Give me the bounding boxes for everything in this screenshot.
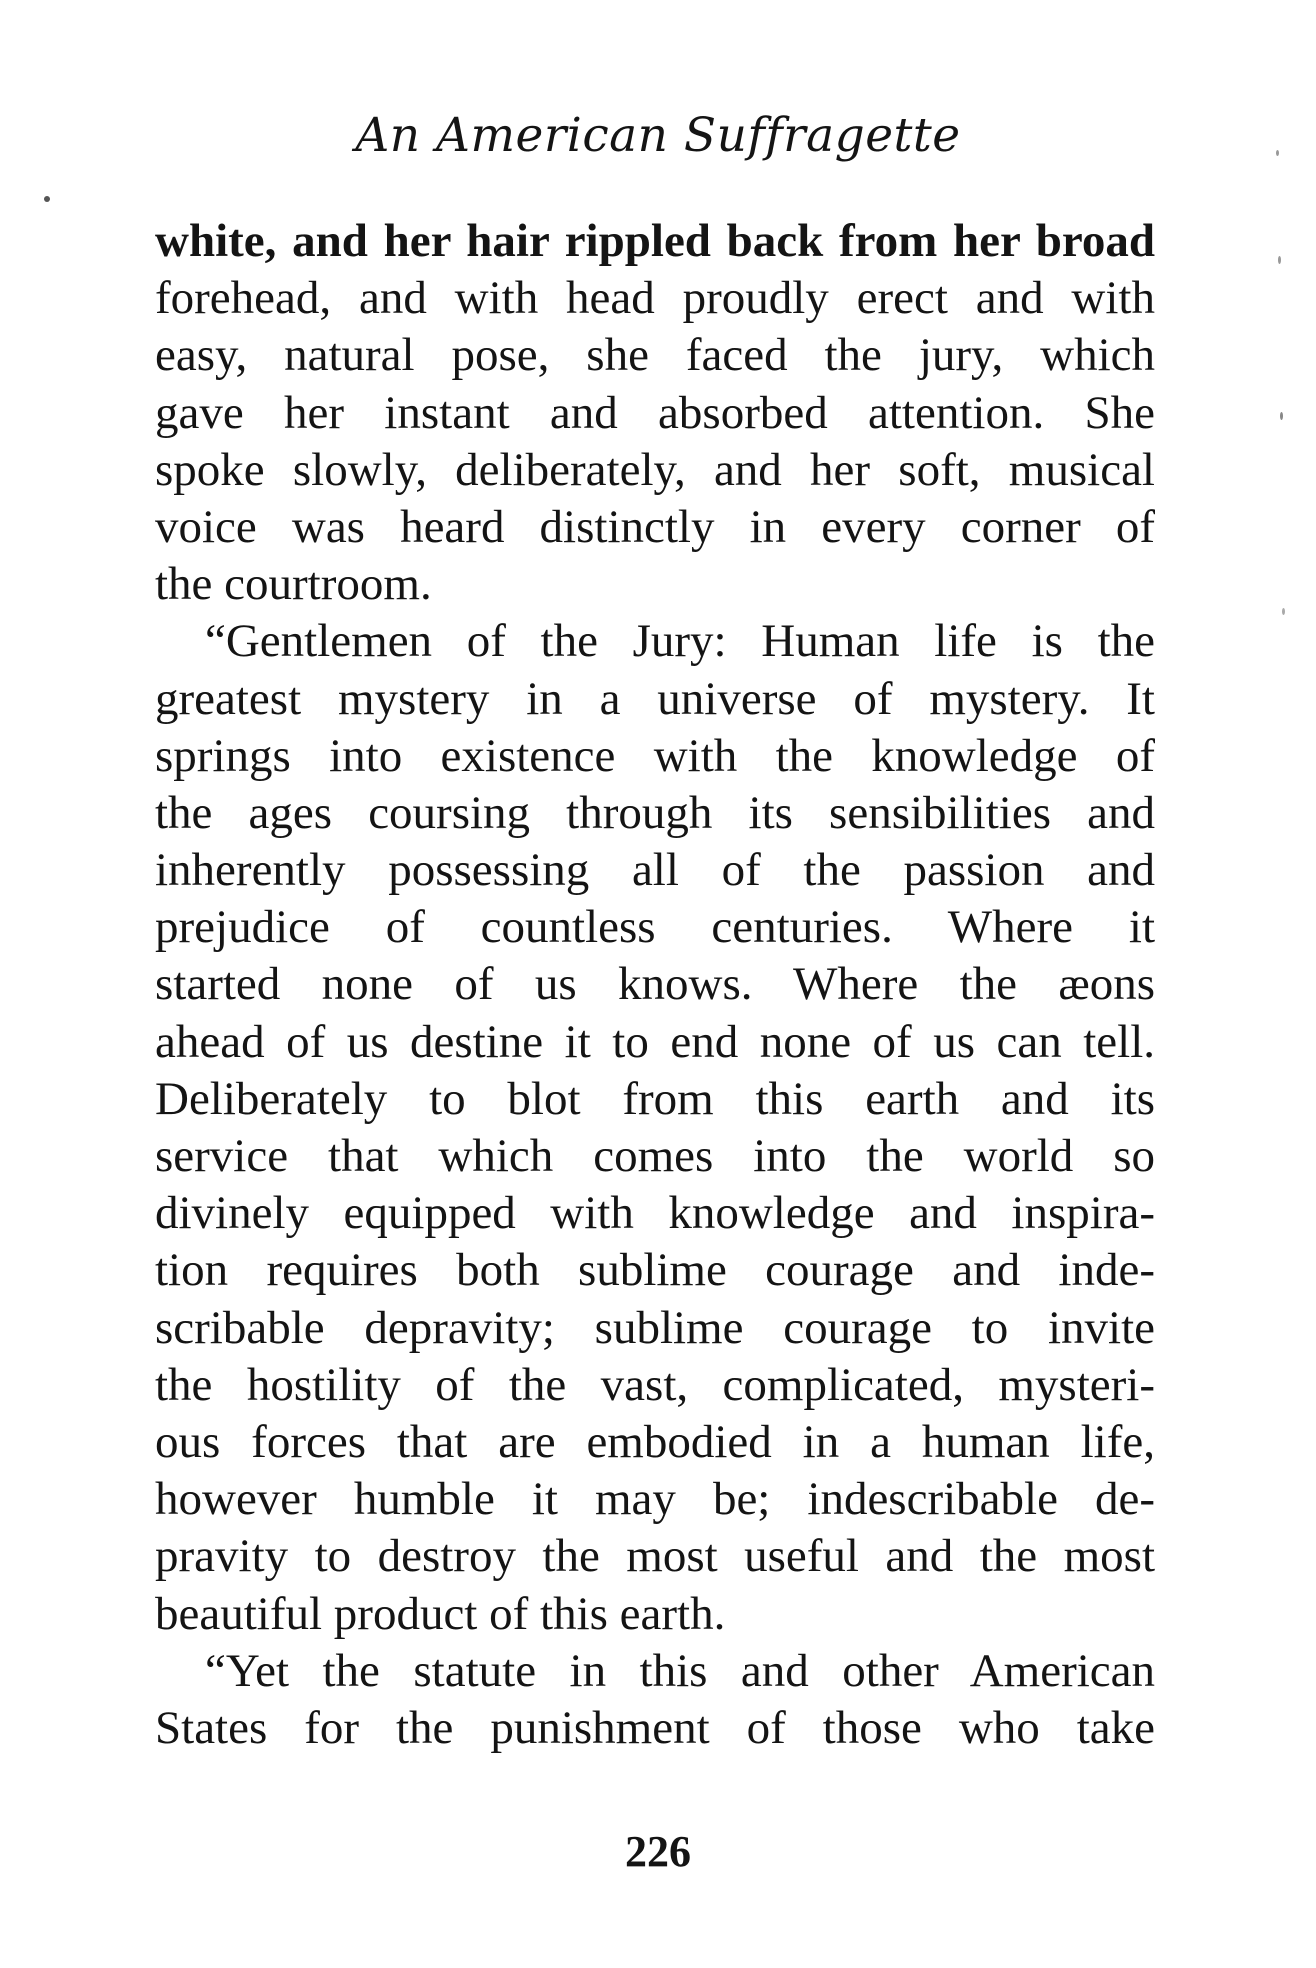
text-line: springs into existence with the knowledge of — [155, 729, 1155, 782]
text-line: spoke slowly, deliberately, and her soft, musical — [155, 443, 1155, 496]
text-line: the hostility of the vast, complicated, mysteri- — [155, 1358, 1155, 1411]
text-line: service that which comes into the world so — [155, 1130, 1155, 1182]
text-line: ahead of us destine it to end none of us can tell. — [155, 1015, 1155, 1068]
text-line: voice was heard distinctly in every corner of — [155, 500, 1155, 553]
body-text — [155, 213, 1155, 1757]
text-line: however humble it may be; indescribable de- — [155, 1473, 1155, 1526]
text-line: the ages coursing through its sensibilities and — [155, 786, 1155, 839]
text-line: greatest mystery in a universe of mystery. It — [155, 672, 1155, 725]
text-line: pravity to destroy the most useful and the most — [155, 1530, 1155, 1583]
text-line: divinely equipped with knowledge and inspira- — [155, 1187, 1155, 1240]
running-head: An American Suffragette — [355, 108, 961, 163]
text-line: white, and her hair rippled back from her broad — [155, 215, 1155, 267]
scan-speck — [1280, 412, 1283, 420]
text-line: ous forces that are embodied in a human life, — [155, 1415, 1155, 1468]
text-line: “Yet the statute in this and other American — [205, 1644, 1155, 1697]
scan-speck — [1276, 150, 1279, 156]
text-line: prejudice of countless centuries. Where it — [155, 901, 1155, 954]
text-line: “Gentlemen of the Jury: Human life is the — [205, 615, 1155, 668]
scan-speck — [1278, 256, 1281, 264]
text-line: tion requires both sublime courage and inde- — [155, 1244, 1155, 1297]
text-line: scribable depravity; sublime courage to invite — [155, 1301, 1155, 1354]
text-line: easy, natural pose, she faced the jury, which — [155, 329, 1155, 382]
scan-speck — [44, 196, 50, 202]
scan-speck — [1282, 608, 1285, 615]
text-line: inherently possessing all of the passion and — [155, 844, 1155, 897]
text-line: gave her instant and absorbed attention. She — [155, 386, 1155, 439]
text-line: forehead, and with head proudly erect and with — [155, 272, 1155, 325]
page-number: 226 — [625, 1827, 691, 1876]
text-line: started none of us knows. Where the æons — [155, 958, 1155, 1011]
text-line: beautiful product of this earth. — [155, 1587, 726, 1640]
text-line: States for the punishment of those who take — [155, 1701, 1155, 1754]
text-line: Deliberately to blot from this earth and its — [155, 1072, 1155, 1125]
text-line: the courtroom. — [155, 558, 432, 611]
